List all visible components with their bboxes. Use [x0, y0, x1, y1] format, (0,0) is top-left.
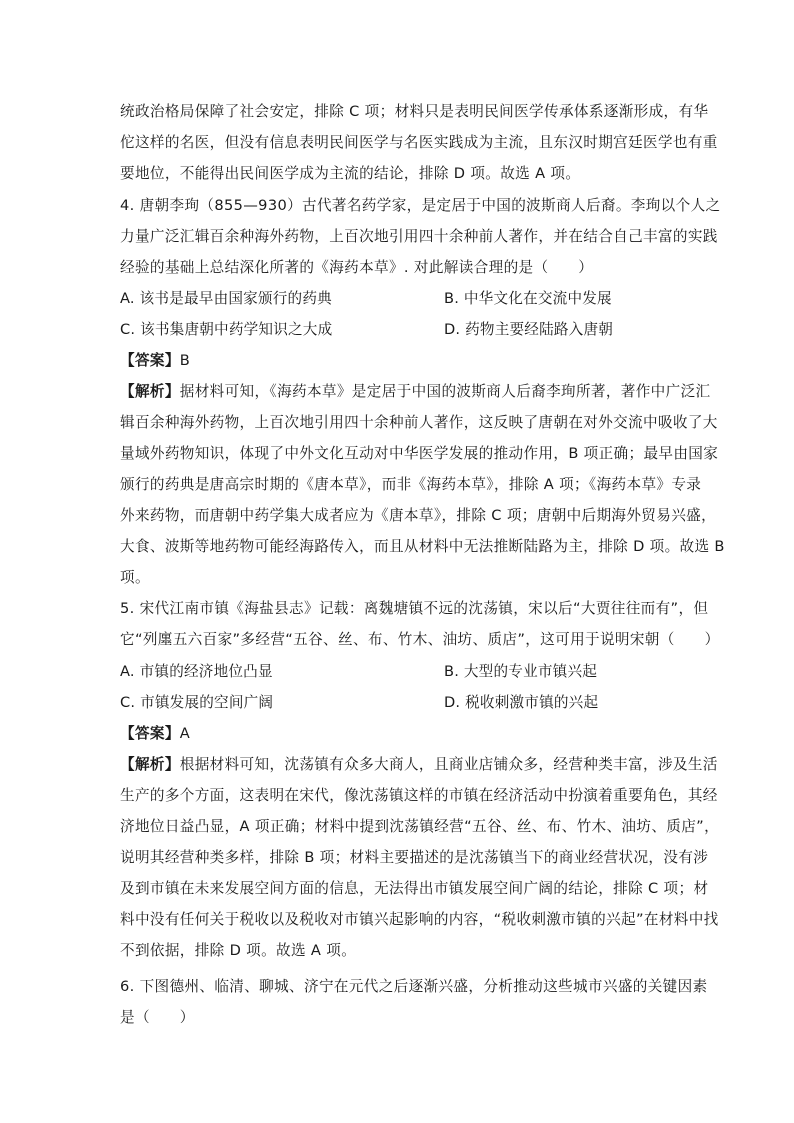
intro-line-3: 要地位，不能得出民间医学成为主流的结论，排除 D 项。故选 A 项。: [120, 165, 581, 182]
q5-option-d: D. 税收刺激市镇的兴起: [444, 694, 599, 711]
q4-stem-line-2: 力量广泛汇辑百余种海外药物，上百次地引用四十余种前人著作，并在结合自己丰富的实践: [120, 228, 718, 245]
q4-analysis-line-5: 外来药物，而唐朝中药学集大成者应为《唐本草》，排除 C 项；唐朝中后期海外贸易兴盛，: [120, 507, 717, 524]
q5-option-c: C. 市镇发展的空间广阔: [120, 694, 274, 711]
intro-line-2: 佗这样的名医，但没有信息表明民间医学与名医实践成为主流，且东汉时期宫廷医学也有重: [120, 134, 718, 151]
q4-option-d: D. 药物主要经陆路入唐朝: [444, 321, 614, 338]
q5-analysis-line-7: 不到依据，排除 D 项。故选 A 项。: [120, 942, 357, 959]
q4-stem-line-3: 经验的基础上总结深化所著的《海药本草》. 对此解读合理的是（ ）: [120, 259, 594, 276]
q5-analysis-line-3: 济地位日益凸显，A 项正确；材料中提到沈荡镇经营“五谷、丝、布、竹木、油坊、质店”，: [120, 818, 720, 835]
q4-analysis-line-1: [120, 382, 711, 402]
q4-analysis-line-6: 大食、波斯等地药物可能经海路传入，而且从材料中无法推断陆路为主，排除 D 项。故选 B: [120, 538, 725, 555]
q4-option-a: A. 该书是最早由国家颁行的药典: [120, 290, 332, 307]
q4-analysis-tag: 【解析】: [120, 383, 180, 400]
q5-stem-line-1: 5. 宋代江南市镇《海盐县志》记载：离魏塘镇不远的沈荡镇，宋以后“大贾往往而有”，但: [120, 600, 709, 617]
q5-analysis-line-5: 及到市镇在未来发展空间方面的信息，无法得出市镇发展空间广阔的结论，排除 C 项；材: [120, 880, 709, 897]
q5-answer-tag: 【答案】: [120, 725, 180, 742]
q4-analysis-line-4: 颁行的药典是唐高宗时期的《唐本草》，而非《海药本草》，排除 A 项；《海药本草》专录: [120, 476, 702, 493]
q6-stem-line-2: 是（ ）: [120, 1009, 195, 1026]
q5-analysis-line-1: [120, 755, 718, 775]
q6-stem-line-1: 6. 下图德州、临清、聊城、济宁在元代之后逐渐兴盛，分析推动这些城市兴盛的关键因素: [120, 978, 708, 995]
q4-stem-line-1: 4. 唐朝李珣（855—930）古代著名药学家，是定居于中国的波斯商人后裔。李珣以个人之: [120, 197, 721, 214]
q4-analysis-line-7: 项。: [120, 569, 150, 586]
q4-answer-tag: 【答案】: [120, 352, 180, 369]
q5-analysis-line-2: 生产的多个方面，这表明在宋代，像沈荡镇这样的市镇在经济活动中扮演着重要角色，其经: [120, 787, 718, 804]
q5-analysis-line-4: 说明其经营种类多样，排除 B 项；材料主要描述的是沈荡镇当下的商业经营状况，没有涉: [120, 849, 709, 866]
q5-option-a: A. 市镇的经济地位凸显: [120, 663, 273, 680]
q5-option-b: B. 大型的专业市镇兴起: [444, 663, 598, 680]
q5-stem-line-2: 它“列廛五六百家”多经营“五谷、丝、布、竹木、油坊、质店”，这可用于说明宋朝（ ）: [120, 631, 720, 648]
q4-option-b: B. 中华文化在交流中发展: [444, 290, 612, 307]
q5-analysis-text-1: 根据材料可知，沈荡镇有众多大商人，且商业店铺众多，经营种类丰富，涉及生活: [179, 756, 718, 773]
q5-answer-value: A: [179, 725, 191, 742]
q4-answer-value: B: [179, 352, 191, 369]
intro-line-1: 统政治格局保障了社会安定，排除 C 项；材料只是表明民间医学传承体系逐渐形成，有华: [120, 103, 709, 120]
q4-analysis-line-2: 辑百余种海外药物，上百次地引用四十余种前人著作，这反映了唐朝在对外交流中吸收了大: [120, 414, 718, 431]
q5-analysis-tag: 【解析】: [120, 756, 180, 773]
q4-analysis-line-3: 量域外药物知识，体现了中外文化互动对中华医学发展的推动作用，B 项正确；最早由国家: [120, 445, 719, 462]
q4-answer-line: [120, 351, 680, 371]
q5-analysis-line-6: 料中没有任何关于税收以及税收对市镇兴起影响的内容，“税收刺激市镇的兴起”在材料中找: [120, 911, 719, 928]
q4-analysis-text-1: 据材料可知，《海药本草》是定居于中国的波斯商人后裔李珣所著，著作中广泛汇: [179, 383, 711, 400]
q5-answer-line: [120, 724, 680, 744]
q4-option-c: C. 该书集唐朝中药学知识之大成: [120, 321, 333, 338]
